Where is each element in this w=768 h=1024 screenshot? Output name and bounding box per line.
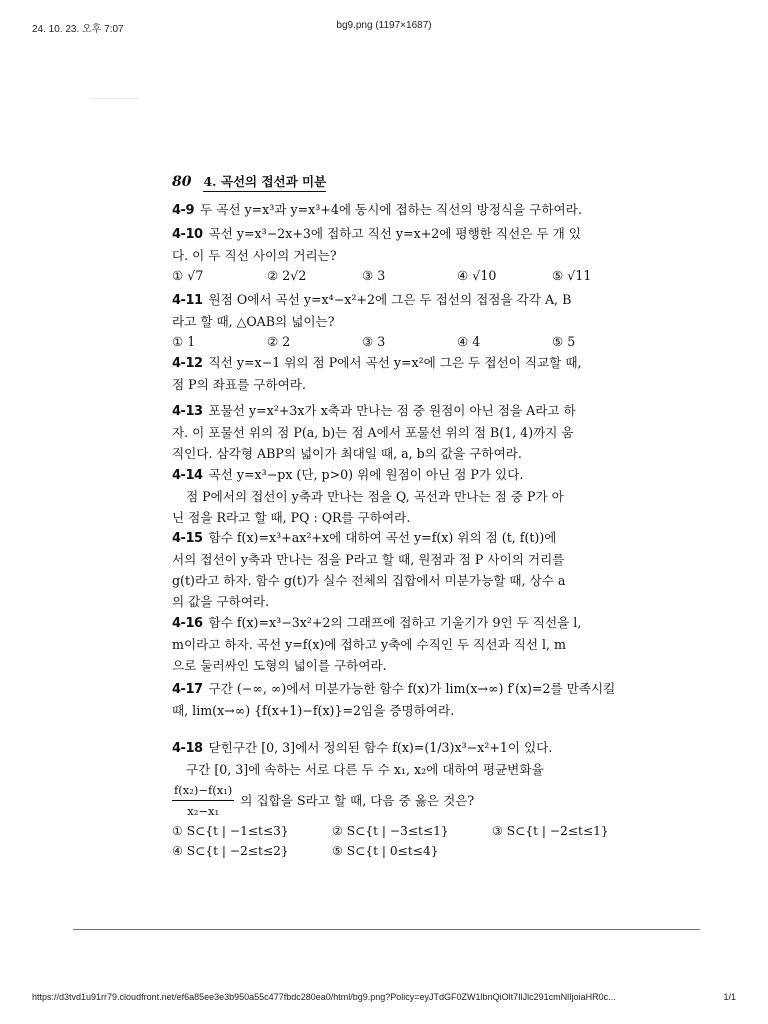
fraction <box>172 780 234 821</box>
choice-1: ① S⊂{t | −1≤t≤3} <box>172 824 289 838</box>
problem-id: 4-13 <box>172 404 203 419</box>
page-number: 80 <box>172 174 192 190</box>
problem-id: 4-15 <box>172 531 203 546</box>
print-title: bg9.png (1197×1687) <box>336 20 432 31</box>
problem-text: 서의 접선이 y축과 만나는 점을 P라고 할 때, 원점과 점 P 사이의 거리를 <box>172 552 565 567</box>
problem-text: 닌 점을 R라고 할 때, PQ : QR를 구하여라. <box>172 510 411 525</box>
problem-text: 곡선 y=x³−px (단, p>0) 위에 원점이 아닌 점 P가 있다. <box>208 467 524 482</box>
fraction-denominator: x₂−x₁ <box>187 804 220 818</box>
print-footer <box>0 992 768 1012</box>
choice-2: ② 2 <box>267 334 291 349</box>
problem-text: 곡선 y=x³−2x+3에 접하고 직선 y=x+2에 평행한 직선은 두 개 있 <box>208 226 581 241</box>
textbook-page <box>172 172 672 858</box>
problem-text: 두 곡선 y=x³과 y=x³+4에 동시에 접하는 직선의 방정식을 구하여라. <box>200 202 582 217</box>
choice-4: ④ S⊂{t | −2≤t≤2} <box>172 844 289 858</box>
answer-choices <box>172 332 672 352</box>
choice-5: ⑤ S⊂{t | 0≤t≤4} <box>332 844 439 858</box>
print-header <box>0 0 768 40</box>
problem-4-15 <box>172 527 672 612</box>
problem-4-14 <box>172 464 672 528</box>
print-date: 24. 10. 23. 오후 7:07 <box>32 24 124 35</box>
problem-text: 점 P에서의 접선이 y축과 만나는 점을 Q, 곡선과 만나는 점 중 P가 아 <box>186 489 564 504</box>
problem-text: 포물선 y=x²+3x가 x축과 만나는 점 중 원점이 아닌 점을 A라고 하 <box>208 403 576 418</box>
answer-choices <box>172 266 672 286</box>
problem-text: 직인다. 삼각형 ABP의 넓이가 최대일 때, a, b의 값을 구하여라. <box>172 446 522 461</box>
problem-text: 의 값을 구하여라. <box>172 594 270 609</box>
problem-text: 함수 f(x)=x³−3x²+2의 그래프에 접하고 기울기가 9인 두 직선을 l, <box>208 615 582 630</box>
scan-mark <box>90 98 138 99</box>
problem-4-10 <box>172 223 672 286</box>
choice-2: ② 2√2 <box>267 268 307 283</box>
problem-4-11 <box>172 289 672 352</box>
problem-text: 라고 할 때, △OAB의 넓이는? <box>172 314 335 329</box>
problem-4-13 <box>172 400 672 464</box>
problem-4-17 <box>172 678 672 721</box>
problem-text: 직선 y=x−1 위의 점 P에서 곡선 y=x²에 그은 두 접선이 직교할 때, <box>208 355 582 370</box>
problem-text: g(t)라고 하자. 함수 g(t)가 실수 전체의 집합에서 미분가능할 때, 상수 a <box>172 573 566 588</box>
problem-text: 으로 둘러싸인 도형의 넓이를 구하여라. <box>172 658 387 673</box>
problem-text: m이라고 하자. 곡선 y=f(x)에 접하고 y축에 수직인 두 직선과 직선 l, m <box>172 637 566 652</box>
average-rate-of-change <box>172 780 672 821</box>
problem-id: 4-18 <box>172 741 203 756</box>
problem-id: 4-17 <box>172 682 203 697</box>
chapter-title: 4. 곡선의 접선과 미분 <box>203 172 326 192</box>
choice-3: ③ 3 <box>362 334 386 349</box>
problem-4-18 <box>172 737 672 861</box>
choice-3: ③ S⊂{t | −2≤t≤1} <box>492 824 609 838</box>
problem-text: 함수 f(x)=x³+ax²+x에 대하여 곡선 y=f(x) 위의 점 (t, f(t))에 <box>208 530 557 545</box>
choice-4: ④ 4 <box>457 334 481 349</box>
problem-text: 의 집합을 S라고 할 때, 다음 중 옳은 것은? <box>240 792 475 808</box>
problem-text: 구간 [0, 3]에 속하는 서로 다른 두 수 x₁, x₂에 대하여 평균변화율 <box>186 762 544 777</box>
choice-3: ③ 3 <box>362 268 386 283</box>
choice-2: ② S⊂{t | −3≤t≤1} <box>332 824 449 838</box>
problem-text: 구간 (−∞, ∞)에서 미분가능한 함수 f(x)가 lim(x→∞) f′(x)=2를 만족시킬 <box>208 681 616 696</box>
problem-id: 4-9 <box>172 203 194 218</box>
choice-5: ⑤ 5 <box>552 334 576 349</box>
choice-1: ① 1 <box>172 334 196 349</box>
print-url: https://d3tvd1u91rr79.cloudfront.net/ef6a85ee3e3b950a55c477fbdc280ea0/html/bg9.png?Policy=eyJTdGF0ZW1lbnQiOlt7IlJlc291cmNlIjoiaHR0c... <box>32 992 616 1002</box>
problem-id: 4-16 <box>172 616 203 631</box>
problem-text: 닫힌구간 [0, 3]에서 정의된 함수 f(x)=(1/3)x³−x²+1이 있다. <box>208 740 553 755</box>
problem-4-9 <box>172 199 672 221</box>
page-heading <box>172 172 672 194</box>
problem-text: 다. 이 두 직선 사이의 거리는? <box>172 248 337 263</box>
problem-4-12 <box>172 352 672 395</box>
print-page-count: 1/1 <box>723 992 736 1002</box>
problem-text: 자. 이 포물선 위의 점 P(a, b)는 점 A에서 포물선 위의 점 B(1, 4)까지 움 <box>172 425 574 440</box>
problem-id: 4-10 <box>172 227 203 242</box>
choice-5: ⑤ √11 <box>552 268 592 283</box>
problem-id: 4-14 <box>172 468 203 483</box>
problem-text: 점 P의 좌표를 구하여라. <box>172 377 306 392</box>
bottom-rule <box>73 929 700 930</box>
choice-4: ④ √10 <box>457 268 497 283</box>
problem-text: 원점 O에서 곡선 y=x⁴−x²+2에 그은 두 접선의 접점을 각각 A, B <box>208 292 572 307</box>
problem-id: 4-12 <box>172 356 203 371</box>
problem-text: 때, lim(x→∞) {f(x+1)−f(x)}=2임을 증명하여라. <box>172 703 455 718</box>
fraction-numerator: f(x₂)−f(x₁) <box>172 780 234 801</box>
choice-1: ① √7 <box>172 268 204 283</box>
answer-choices <box>172 821 672 861</box>
problem-id: 4-11 <box>172 293 203 308</box>
problem-4-16 <box>172 612 672 676</box>
